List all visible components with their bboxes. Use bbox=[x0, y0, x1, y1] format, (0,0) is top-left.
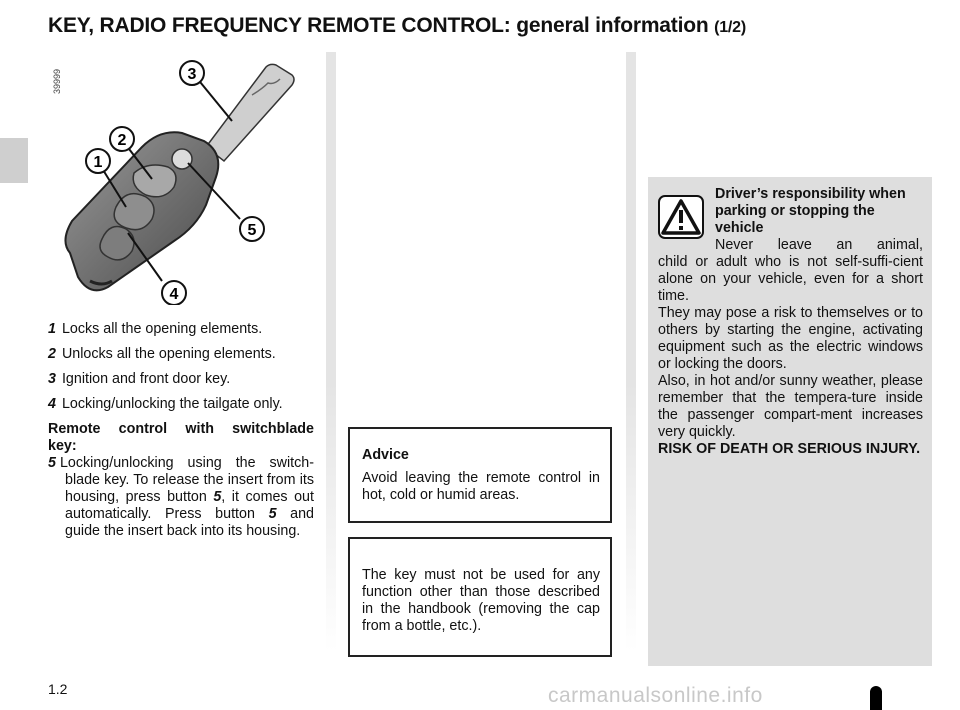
switchblade-heading: Remote control with switchblade key: bbox=[48, 421, 314, 454]
page-indicator: (1/2) bbox=[714, 19, 747, 36]
svg-text:3: 3 bbox=[187, 66, 197, 83]
warning-body-3: Also, in hot and/or sunny weather, please remember that the tempera-ture inside the passenger compart-ment increases very quickly. bbox=[658, 373, 923, 440]
callout-5 bbox=[240, 217, 264, 241]
key-blade bbox=[206, 64, 294, 161]
legend-item-4: 4 Locking/unlocking the tailgate only. bbox=[48, 396, 283, 412]
callout-2 bbox=[110, 127, 134, 151]
legend-item-5: 5 Locking/unlocking using the switch-blade key. To release the insert from its housing, press button 5, it comes out automatically. Press button 5 and guide the insert back into its housing. bbox=[48, 455, 315, 539]
legend-item-3: 3 Ignition and front door key. bbox=[48, 371, 231, 387]
page-number: 1.2 bbox=[48, 681, 68, 697]
advice-heading: Advice bbox=[362, 447, 409, 463]
legend-item-2: 2 Unlocks all the opening elements. bbox=[48, 346, 276, 362]
svg-text:5: 5 bbox=[247, 222, 257, 239]
advice-text: Avoid leaving the remote control in hot, cold or humid areas. bbox=[362, 470, 600, 503]
svg-text:4: 4 bbox=[169, 286, 179, 303]
watermark: carmanualsonline.info bbox=[548, 684, 763, 707]
page-title-text: KEY, RADIO FREQUENCY REMOTE CONTROL: general information bbox=[48, 14, 709, 37]
note-box bbox=[348, 537, 612, 657]
figure-ref-code: 39999 bbox=[52, 68, 62, 94]
key-illustration bbox=[56, 55, 326, 305]
warning-body-2: They may pose a risk to themselves or to others by starting the engine, activating equipment such as the electric windows or locking the doors. bbox=[658, 305, 923, 372]
svg-text:2: 2 bbox=[117, 132, 127, 149]
column-divider-right bbox=[626, 52, 636, 652]
page-title bbox=[48, 14, 746, 38]
advice-box bbox=[348, 427, 612, 523]
warning-box bbox=[648, 177, 932, 666]
callout-3 bbox=[180, 61, 204, 85]
legend-list bbox=[48, 321, 314, 540]
page-marker bbox=[870, 686, 882, 710]
column-divider-left bbox=[326, 52, 336, 652]
warning-triangle-icon bbox=[658, 195, 704, 239]
warning-heading: Driver’s responsibility when parking or stopping the vehicle bbox=[715, 186, 906, 236]
warning-caps: RISK OF DEATH OR SERIOUS INJURY. bbox=[658, 441, 921, 457]
warning-body-lead: Never leave an animal, bbox=[715, 237, 923, 253]
section-tab bbox=[0, 138, 28, 183]
callout-4 bbox=[162, 281, 186, 305]
warning-body-rest: child or adult who is not self-suffi-cient alone on your vehicle, even for a short time. bbox=[658, 254, 923, 304]
svg-text:1: 1 bbox=[93, 154, 103, 171]
legend-item-1: 1 Locks all the opening elements. bbox=[48, 321, 263, 337]
callout-1 bbox=[86, 149, 110, 173]
note-text: The key must not be used for any function other than those described in the handbook (removing the cap from a bottle, etc.). bbox=[362, 567, 600, 634]
